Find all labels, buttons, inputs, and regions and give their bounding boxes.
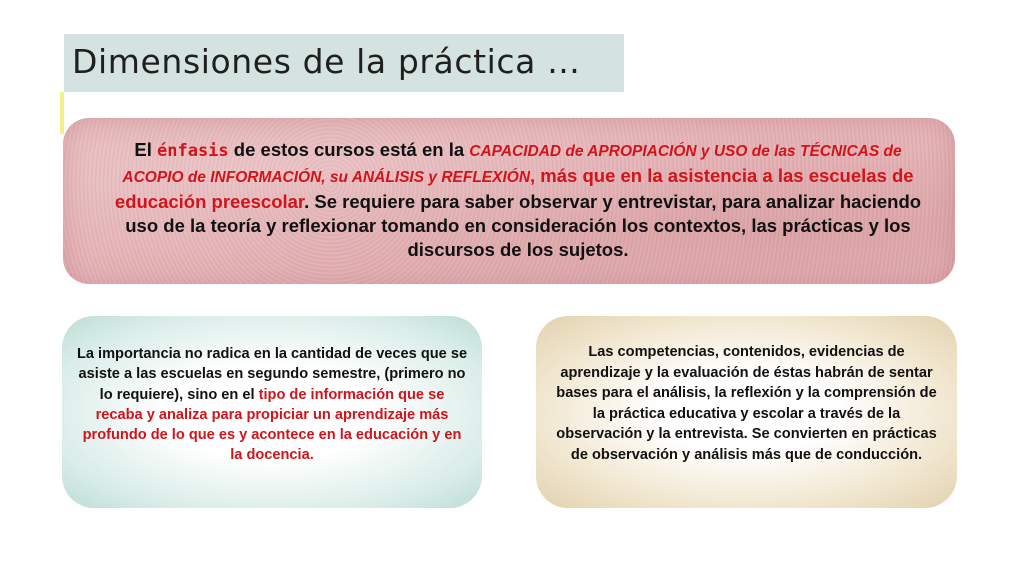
title-accent-bar (60, 92, 64, 134)
emphasis-text (103, 138, 933, 262)
page-title: Dimensiones de la práctica … (72, 42, 581, 81)
emphasis-keyword: énfasis (157, 141, 229, 161)
emphasis-text-end: . Se requiere para saber observar y entrevistar, para analizar haciendo uso de la teoría y reflexionar tomando en consideración los contextos, las prácticas y los discursos de los sujetos. (125, 191, 922, 260)
competencies-box (536, 316, 957, 508)
competencies-text: Las competencias, contenidos, evidencias de aprendizaje y la evaluación de éstas habrán de sentar bases para el análisis, la reflexión y la comprensión de la práctica educativa y escolar a través de la observación y la entrevista. Se convierten en prácticas de observación y análisis más que de conducción. (556, 344, 937, 463)
importance-black-text: La importancia no radica en la cantidad de veces que se asiste a las escuelas en segundo semestre, (primero no lo requiere), sino en el (76, 346, 468, 403)
emphasis-text-middle: de estos cursos está en la (228, 139, 470, 160)
title-banner (64, 34, 624, 92)
emphasis-text-start: El (134, 139, 157, 160)
emphasis-capacity-text: CAPACIDAD de APROPIACIÓN y USO de las TÉCNICAS de ACOPIO de INFORMACIÓN, su ANÁLISIS y REFLEXIÓN (122, 143, 902, 186)
importance-text (76, 344, 468, 466)
emphasis-box (63, 118, 955, 284)
importance-red-text: tipo de información que se recaba y analiza para propiciar un aprendizaje más profundo de lo que es y acontece en la educación y en la docencia. (82, 386, 462, 464)
importance-box (62, 316, 482, 508)
emphasis-red-text: , más que en la asistencia a las escuelas de educación preescolar (114, 165, 914, 212)
